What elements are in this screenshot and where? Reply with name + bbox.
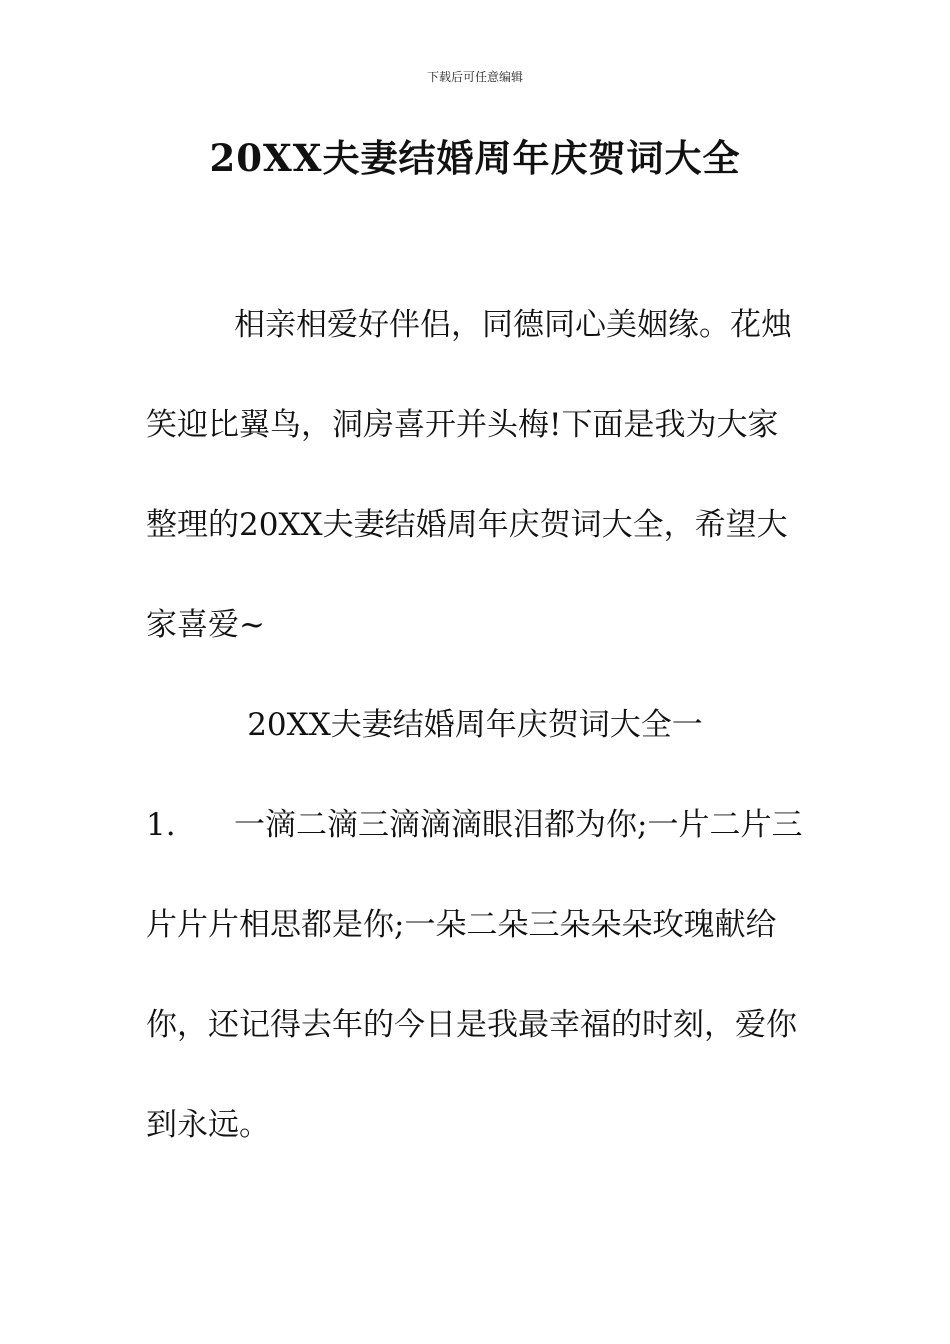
document-title: 20XX夫妻结婚周年庆贺词大全	[209, 136, 741, 180]
item-number: 1.	[146, 807, 176, 843]
intro-text: 相亲相爱好伴侣，同德同心美姻缘。花烛笑迎比翼鸟，洞房喜开并头梅!下面是我为大家整理的20XX夫妻结婚周年庆贺词大全，希望大家喜爱~	[146, 307, 792, 643]
item-text: 一滴二滴三滴滴滴眼泪都为你;一片二片三片片片相思都是你;一朵二朵三朵朵朵玫瑰献给你，还记得去年的今日是我最幸福的时刻，爱你到永远。	[146, 807, 803, 1143]
list-item	[146, 775, 806, 1175]
intro-paragraph	[146, 275, 806, 675]
header-note: 下载后可任意编辑	[426, 70, 523, 84]
section-heading: 20XX夫妻结婚周年庆贺词大全一	[247, 707, 703, 743]
